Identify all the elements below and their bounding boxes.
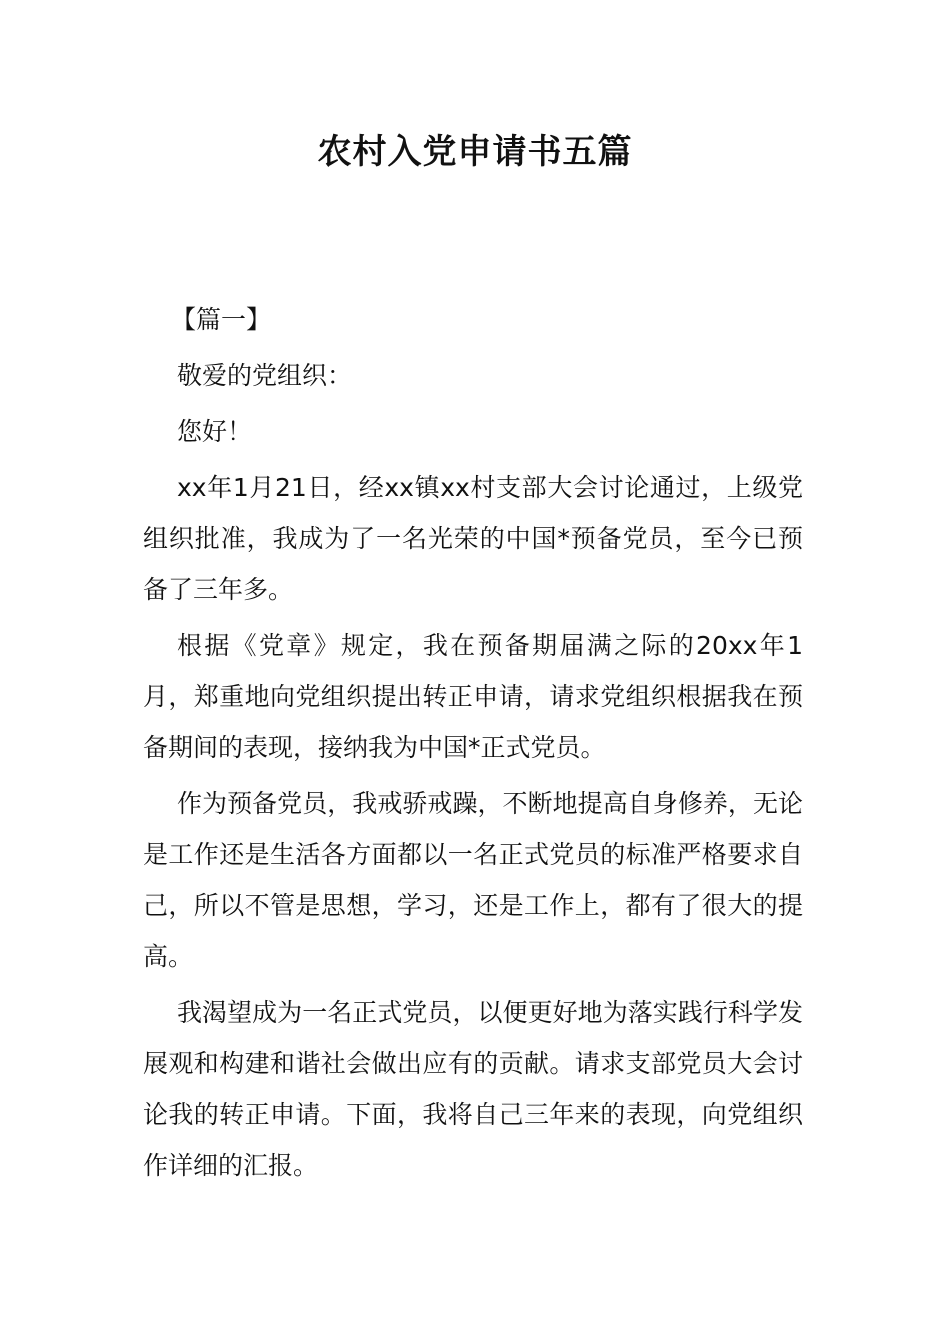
body-paragraph: 作为预备党员，我戒骄戒躁，不断地提高自身修养，无论是工作还是生活各方面都以一名正式党员的标准严格要求自己，所以不管是思想，学习，还是工作上，都有了很大的提高。 <box>143 789 803 971</box>
salutation: 敬爱的党组织： <box>177 361 353 390</box>
greeting: 您好！ <box>177 417 253 446</box>
body-paragraph: xx年1月21日，经xx镇xx村支部大会讨论通过，上级党组织批准，我成为了一名光荣的中国*预备党员，至今已预备了三年多。 <box>143 473 803 604</box>
document-body <box>143 294 803 1196</box>
document-title: 农村入党申请书五篇 <box>317 132 633 172</box>
section-heading: 【篇一】 <box>171 305 272 334</box>
body-paragraph: 我渴望成为一名正式党员，以便更好地为落实践行科学发展观和构建和谐社会做出应有的贡献。请求支部党员大会讨论我的转正申请。下面，我将自己三年来的表现，向党组织作详细的汇报。 <box>143 998 803 1180</box>
body-paragraph: 根据《党章》规定，我在预备期届满之际的20xx年1月，郑重地向党组织提出转正申请，请求党组织根据我在预备期间的表现，接纳我为中国*正式党员。 <box>143 631 803 762</box>
